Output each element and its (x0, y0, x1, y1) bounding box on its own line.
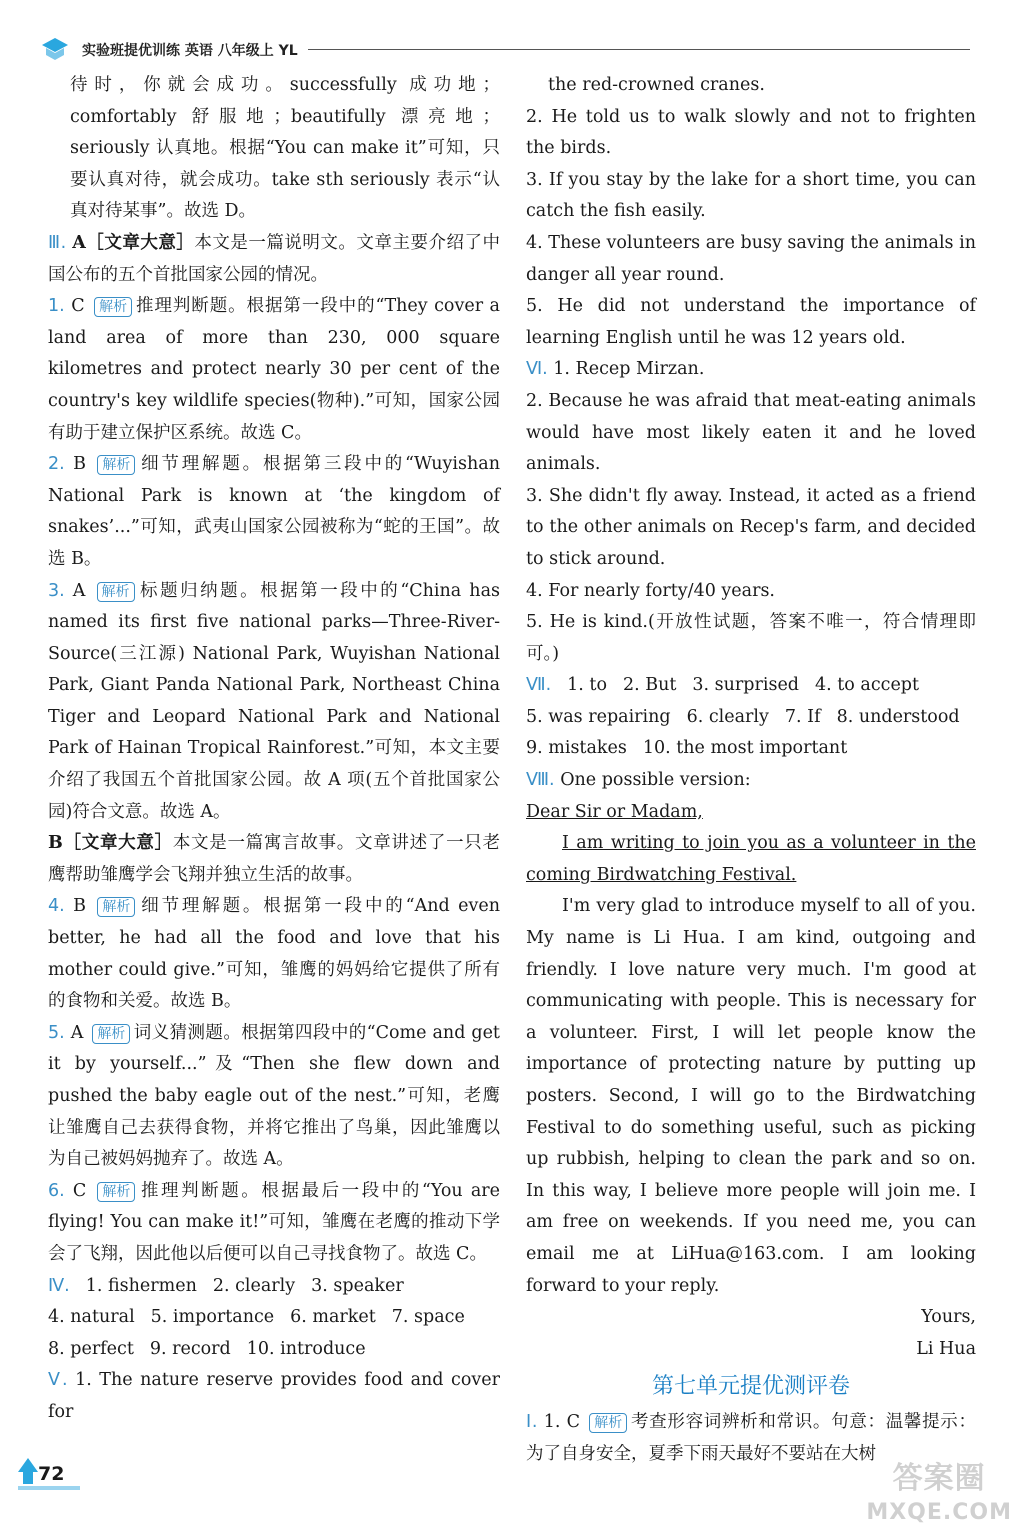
section-marker: Ⅳ. (48, 1275, 70, 1296)
analysis-tag: 解析 (97, 455, 135, 475)
analysis-tag: 解析 (97, 1182, 135, 1202)
word-answer: 10. introduce (246, 1338, 366, 1359)
article-summary-text: 本文是一篇说明文。文章主要介绍了中国公布的五个首批国家公园的情况。 (48, 232, 500, 285)
short-answer: 3. She didn't fly away. Instead, it acted as a friend to the other animals on Recep's farm, and decided to stick around. (526, 485, 976, 569)
analysis-tag: 解析 (92, 1024, 130, 1044)
section-marker: Ⅲ. (48, 232, 67, 253)
analysis-text: 标题归纳题。根据第一段中的“China has named its first five national parks—Three-River-Source(三江源) National Park, Wuyishan National Park, Giant Panda National Park, Northeast China Tiger and Leopard National Park and National Park of Hainan Tropical Rainforest.”可知，本文主要介绍了我国五个首批国家公园。故 A 项(五个首批国家公园)符合文意。故选 A。 (48, 580, 500, 822)
answer-item (48, 1018, 500, 1176)
question-number: 4. (48, 896, 65, 917)
answer-letter: C (72, 1180, 87, 1201)
analysis-text: 考查形容词辨析和常识。句意：温馨提示：为了自身安全，夏季下雨天最好不要站在大树 (526, 1411, 976, 1464)
word-answer: 3. speaker (311, 1275, 404, 1296)
word-answer: 1. to (567, 675, 607, 696)
article-summary-text: 本文是一篇寓言故事。文章讲述了一只老鹰帮助雏鹰学会飞翔并独立生活的故事。 (48, 833, 500, 885)
right-column (526, 70, 976, 1470)
section-marker: Ⅰ. (526, 1411, 538, 1432)
analysis-tag: 解析 (97, 897, 135, 917)
word-answer: 6. clearly (686, 706, 769, 727)
answer-item (48, 291, 500, 449)
letter-salutation: Dear Sir or Madam, (526, 801, 703, 822)
question-number: 1. (48, 296, 65, 317)
answer-letter: A (72, 580, 86, 601)
letter-paragraph-2: I'm very glad to introduce myself to all of you. My name is Li Hua. I am kind, outgoing and friendly. I love nature very much. I'm good at communicating with people. This is necessary for a volunteer. First, I will let people know the importance of protecting nature by putting up posters. Second, I will go to the Birdwatching Festival to do something useful, such as picking up rubbish, helping to clean the park and so on. In this way, I believe more people will join me. I am free on weekends. If you need me, you can email me at LiHua@163.com. I am looking forward to your reply. (526, 896, 976, 1296)
sentence-answer: 3. If you stay by the lake for a short time, you can catch the fish easily. (526, 169, 976, 222)
short-answer: 1. Recep Mirzan. (553, 359, 705, 380)
section-marker: Ⅷ. (526, 770, 555, 791)
answer-item (48, 1176, 500, 1271)
book-logo-icon (40, 36, 70, 62)
sentence-answer: 1. The nature reserve provides food and cover for (48, 1370, 500, 1422)
word-answer: 1. fishermen (85, 1275, 197, 1296)
header-title: 实验班提优训练 英语 八年级上 YL (82, 43, 298, 59)
question-number: 6. (48, 1180, 65, 1201)
short-answer: 5. He is kind.(开放性试题，答案不唯一，符合情理即可。) (526, 612, 976, 664)
answer-letter: 1. C (543, 1411, 581, 1432)
analysis-tag: 解析 (97, 582, 135, 602)
section-8-intro (526, 765, 976, 797)
analysis-tag: 解析 (94, 297, 132, 317)
section-marker: Ⅴ. (48, 1370, 68, 1391)
word-answer: 2. clearly (212, 1275, 296, 1296)
letter-opening: I am writing to join you as a volunteer in the coming Birdwatching Festival. (526, 833, 976, 885)
section-b-intro (48, 828, 500, 891)
short-answer: 2. Because he was afraid that meat-eating animals would have most likely eaten it and he loved animals. (526, 390, 976, 475)
section-marker: Ⅶ. (526, 675, 552, 696)
section-4-answers (48, 1271, 500, 1366)
section-intro-text: One possible version: (560, 770, 751, 791)
word-answer: 2. But (622, 675, 677, 696)
section-5-first (48, 1365, 500, 1428)
analysis-text: 推理判断题。根据最后一段中的“You are flying! You can make it!”可知，雏鹰在老鹰的推动下学会了飞翔，因此他以后便可以自己寻找食物了。故选 C。 (48, 1180, 500, 1264)
analysis-tag: 解析 (589, 1413, 627, 1433)
question-number: 5. (48, 1022, 65, 1043)
word-answer: 9. mistakes (526, 738, 627, 759)
word-answer: 6. market (290, 1307, 376, 1328)
letter-closing: Yours, (921, 1307, 976, 1328)
answer-letter: C (71, 296, 85, 317)
page-badge-icon (14, 1450, 86, 1494)
answer-item (48, 449, 500, 575)
analysis-text: 词义猜测题。根据第四段中的“Come and get it by yourself...”及“Then she flew down and pushed the baby eagle out of the nest.”可知，老鹰让雏鹰自己去获得食物，并将它推出了鸟巢，因此雏鹰以为自己被妈妈抛弃了。故选 A。 (48, 1022, 500, 1170)
page-header (40, 36, 970, 64)
letter-paragraph-1 (526, 828, 976, 891)
word-answer: 7. space (391, 1307, 465, 1328)
question-number: 2. (48, 454, 65, 475)
left-column (48, 70, 500, 1429)
section-7-answers (526, 670, 976, 765)
unit-test-title: 第七单元提优测评卷 (651, 1374, 850, 1400)
sentence-answer: 2. He told us to walk slowly and not to frighten the birds. (526, 106, 976, 159)
short-answer: 4. For nearly forty/40 years. (526, 580, 775, 601)
analysis-text: 细节理解题。根据第三段中的“Wuyishan National Park is known at ‘the kingdom of snakes’...”可知，武夷山国家公园被称为“蛇的王国”。故选 B。 (48, 454, 500, 569)
continued-answer: 待时，你就会成功。successfully 成功地；comfortably 舒服地；beautifully 漂亮地；seriously 认真地。根据“You can make it”可知，只要认真对待，就会成功。take sth seriously 表示“认真对待某事”。故选 D。 (70, 75, 500, 222)
answer-item (48, 891, 500, 1017)
section-marker: Ⅵ. (526, 359, 548, 380)
answer-letter: A (70, 1022, 84, 1043)
sentence-answer: 5. He did not understand the importance of learning English until he was 12 years old. (526, 296, 976, 348)
page-number: 72 (38, 1463, 65, 1485)
watermark-line-1: 答案圈 (892, 1461, 986, 1496)
page-number-badge (14, 1450, 86, 1494)
sentence-answer: 4. These volunteers are busy saving the animals in danger all year round. (526, 232, 976, 285)
letter-signature: Li Hua (916, 1338, 976, 1359)
sentence-answer-cont: the red-crowned cranes. (548, 75, 765, 95)
answer-item (48, 576, 500, 829)
article-summary-label: A［文章大意］ (72, 232, 195, 253)
section-6-first (526, 354, 976, 386)
word-answer: 7. If (784, 706, 821, 727)
word-answer: 10. the most important (642, 738, 848, 759)
article-summary-label: B［文章大意］ (48, 833, 173, 854)
header-rule (308, 49, 970, 50)
word-answer: 3. surprised (692, 675, 800, 696)
analysis-text: 细节理解题。根据第一段中的“And even better, he had all the food and love that his mother could give.”可知，雏鹰的妈妈给它提供了所有的食物和关爱。故选 B。 (48, 896, 500, 1012)
answer-letter: B (73, 896, 86, 917)
word-answer: 5. was repairing (526, 706, 671, 727)
question-number: 3. (48, 580, 65, 601)
word-answer: 4. to accept (815, 675, 920, 696)
word-answer: 4. natural (48, 1307, 135, 1328)
word-answer: 5. importance (150, 1307, 275, 1328)
answer-letter: B (73, 454, 86, 475)
watermark-line-2: MXQE.COM (866, 1500, 1012, 1525)
section-3-intro (48, 228, 500, 291)
analysis-text: 推理判断题。根据第一段中的“They cover a land area of more than 230, 000 square kilometres and protect nearly 30 per cent of the country's key wildlife species(物种).”可知，国家公园有助于建立保护区系统。故选 C。 (48, 296, 500, 443)
word-answer: 9. record (149, 1338, 231, 1359)
watermark (866, 1462, 1012, 1530)
word-answer: 8. understood (836, 706, 960, 727)
word-answer: 8. perfect (48, 1338, 134, 1359)
